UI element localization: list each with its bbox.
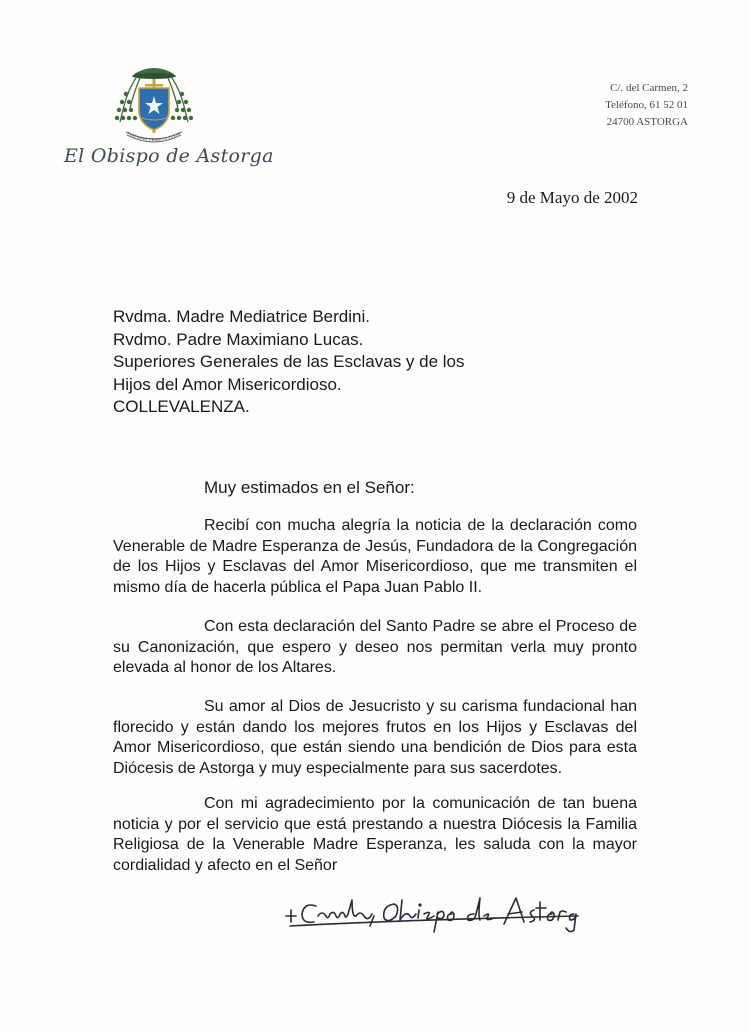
body-paragraph: Con esta declaración del Santo Padre se abre el Proceso de su Canonización, que espero y deseo nos permitan verla muy pronto elevada al honor de los Altares. [113,618,637,676]
body-paragraph: Su amor al Dios de Jesucristo y su carisma fundacional han florecido y están dando los mejores frutos en los Hijos y Esclavas del Amor Misericordioso, que están siendo una bendición de Dios para esta Diócesis de Astorga y muy especialmente para sus sacerdotes. [113,698,637,777]
letter-date: 9 de Mayo de 2002 [506,188,638,207]
crest-motto: FIAT MIHI VERBUM TUUM [126,130,182,143]
recipient-block [113,306,465,419]
recipient-line: COLLEVALENZA. [113,397,250,416]
body-paragraph: Recibí con mucha alegría la noticia de la declaración como Venerable de Madre Esperanza de Jesús, Fundadora de la Congregación de los Hijos y Esclavas del Amor Misericordioso, que me transmiten el mismo día de hacerla pública el Papa Juan Pablo II. [113,517,637,596]
salutation: Muy estimados en el Señor: [204,478,415,497]
recipient-line: Rvdma. Madre Mediatrice Berdini. [113,307,370,326]
sender-address [605,80,688,131]
recipient-line: Rvdmo. Padre Maximiano Lucas. [113,329,364,349]
address-line: 24700 ASTORGA [606,116,688,128]
address-line: Teléfono, 61 52 01 [605,99,688,111]
body-paragraph: Con mi agradecimiento por la comunicación de tan buena noticia y por el servicio que está prestando a nuestra Diócesis la Familia Religiosa de la Venerable Madre Esperanza, les saluda con la mayor cordialidad y afecto en el Señor [113,795,637,874]
recipient-line: Superiores Generales de las Esclavas y de los [113,352,465,371]
handwritten-signature [282,886,582,936]
address-line: C/. del Carmen, 2 [610,82,688,94]
recipient-line: Hijos del Amor Misericordioso. [113,374,342,394]
coat-of-arms-icon [112,60,196,146]
letterhead-title: El Obispo de Astorga [64,145,274,167]
